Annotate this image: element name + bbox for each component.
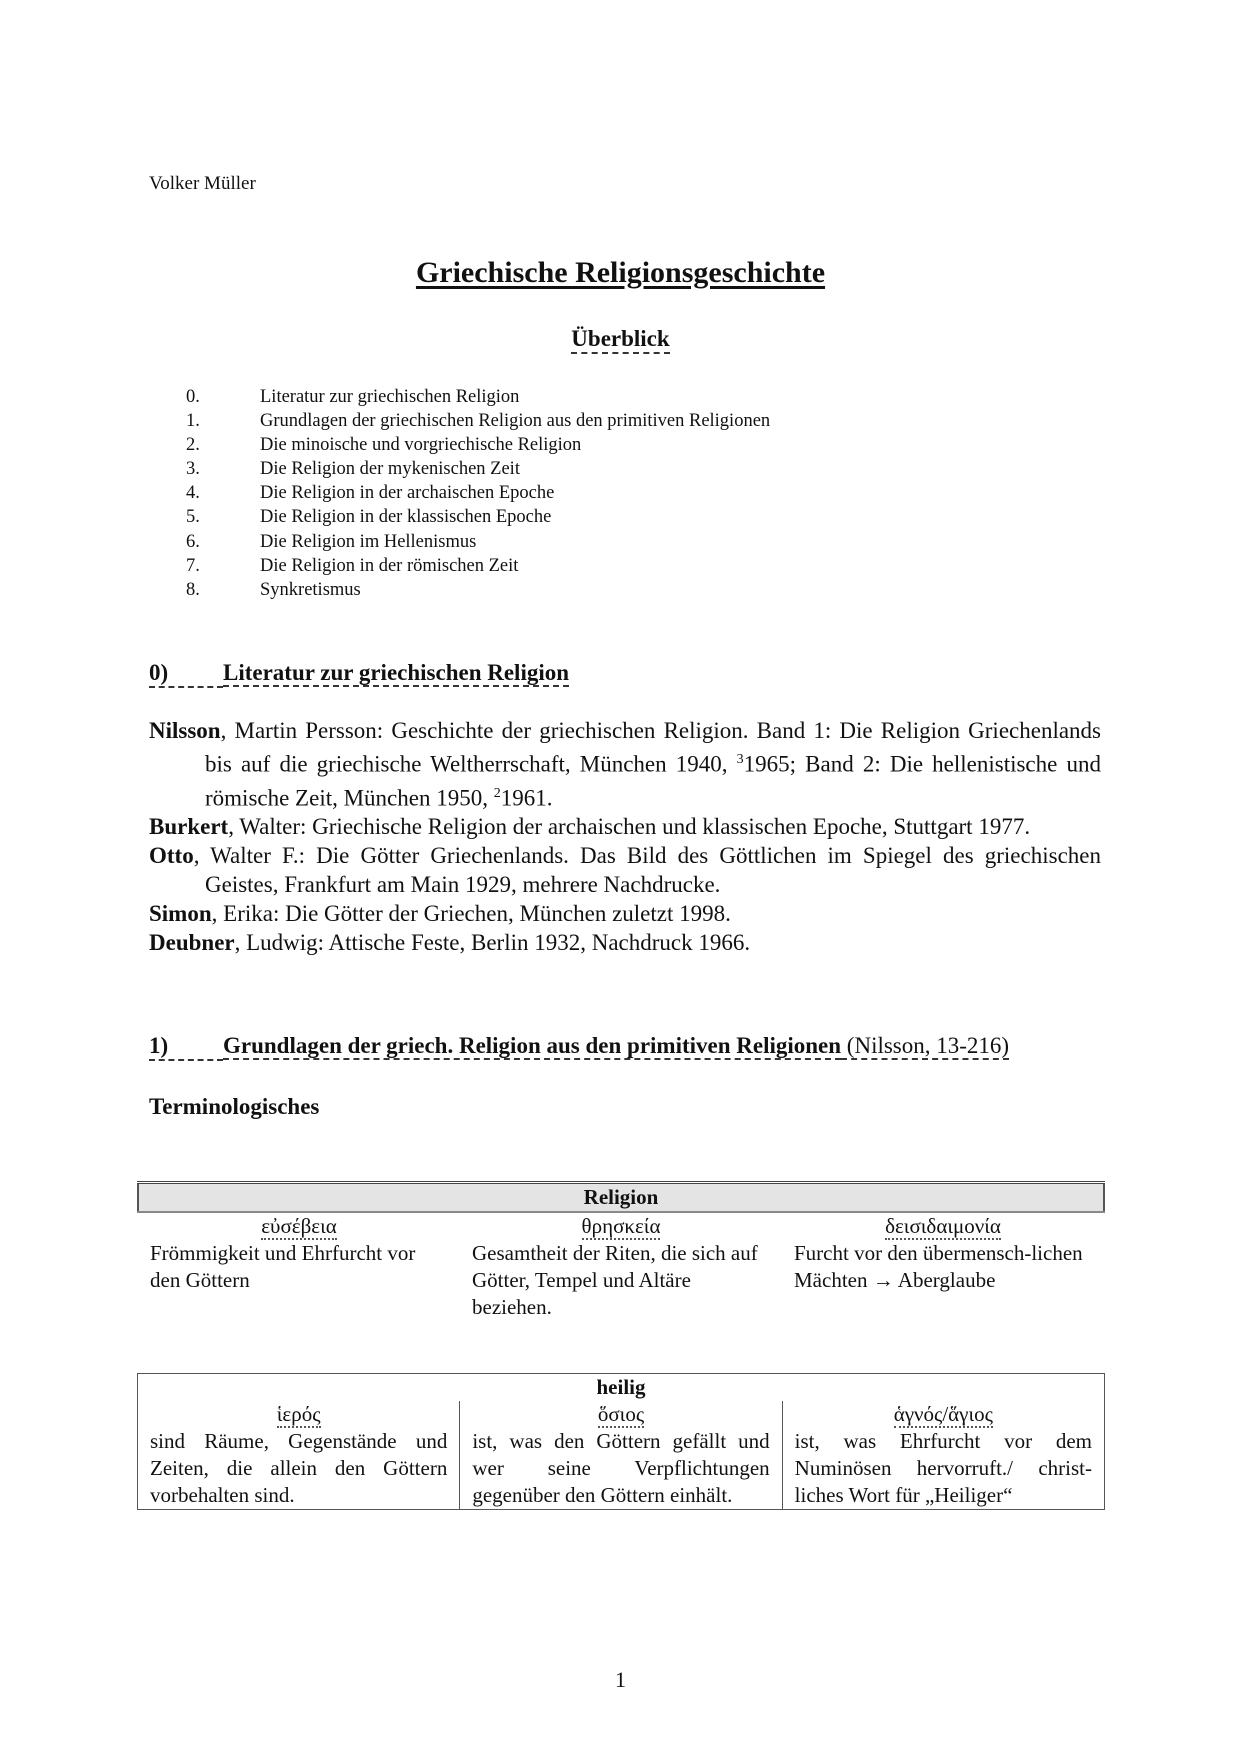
greek-term: δεισιδαιμονία [885,1214,1001,1238]
toc-item: 6. Die Religion im Hellenismus [186,531,477,552]
overview-heading [0,326,1241,352]
greek-term-cell [460,1401,782,1428]
definition-cell: Gesamtheit der Riten, die sich auf Götter, Tempel und Altäre beziehen. [472,1241,758,1319]
table-row-greek [138,1212,1104,1240]
greek-term-cell [138,1212,460,1240]
table-of-contents [186,385,770,602]
section-heading-foundations [149,1033,1009,1061]
toc-item: 4. Die Religion in der archaischen Epoche [186,483,555,504]
page-number: 1 [615,1667,626,1692]
table-header-row [138,1183,1104,1213]
author-name: Volker Müller [149,173,256,194]
bibliography [149,716,1101,957]
section-number: 1) [149,1033,223,1061]
section-title: Grundlagen der griech. Religion aus den primitiven Religionen [223,1033,842,1058]
definition-cell: Furcht vor den übermensch-lichen Mächten → Aberglaube [794,1241,1083,1292]
table-row-definition [138,1428,1105,1510]
table-header-religion: Religion [138,1183,1104,1213]
greek-term-cell [138,1401,460,1428]
holy-terms-table [137,1373,1105,1510]
bib-author: Nilsson [149,718,221,743]
bib-author: Otto [149,843,194,869]
greek-term: θρησκεία [581,1214,661,1238]
definition-cell: sind Räume, Gegenstände und Zeiten, die allein den Göttern vorbehalten sind. [150,1429,448,1507]
terminology-heading: Terminologisches [149,1094,320,1119]
greek-term: ἱερός [276,1402,321,1426]
bibliography-entry: Deubner, Ludwig: Attische Feste, Berlin 1932, Nachdruck 1966. [149,930,751,956]
greek-term-cell [782,1401,1104,1428]
overview-heading-text: Überblick [571,326,669,354]
table-header-row [138,1374,1105,1402]
toc-item: 2. Die minoische und vorgriechische Religion [186,435,582,456]
table-row-greek [138,1401,1105,1428]
bibliography-entry: Otto, Walter F.: Die Götter Griechenlands. Das Bild des Göttlichen im Spiegel des griechischen Geistes, Frankfurt am Main 1929, mehrere Nachdrucke. [149,843,1101,898]
bib-author: Simon [149,901,212,927]
bibliography-entry: Burkert, Walter: Griechische Religion der archaischen und klassischen Epoche, Stuttgart 1977. [149,814,1031,840]
section-reference: (Nilsson, 13-216) [841,1033,1009,1060]
religion-terms-table [137,1181,1105,1321]
definition-cell: Frömmigkeit und Ehrfurcht vor den Göttern [150,1241,416,1292]
greek-term: εὐσέβεια [261,1214,337,1238]
table-row-definition [138,1240,1104,1321]
definition-cell: ist, was den Göttern gefällt und wer seine Verpflichtungen gegenüber den Göttern einhält. [460,1428,782,1510]
toc-item: 1. Grundlagen der griechischen Religion aus den primitiven Religionen [186,411,771,432]
definition-cell: ist, was Ehrfurcht vor dem Numinösen hervorruft./ christ-liches Wort für „Heiliger“ [782,1428,1104,1510]
toc-item: 0. Literatur zur griechischen Religion [186,387,520,407]
section-title: Literatur zur griechischen Religion [223,660,570,685]
bibliography-entry: Nilsson, Martin Persson: Geschichte der griechischen Religion. Band 1: Die Religion Griechenlands bis auf die griechische Weltherrschaft, München 1940, $^3$1965; Band 2: Die hellenistische und römische Zeit, München 1950, $^2$1961. [149,718,1101,811]
bib-author: Deubner [149,930,235,956]
section-number: 0) [149,660,223,688]
toc-item: 7. Die Religion in der römischen Zeit [186,555,519,576]
bib-author: Burkert [149,814,229,840]
document-title: Griechische Religionsgeschichte [415,256,826,289]
greek-term-cell [460,1212,782,1240]
section-heading-literature [149,660,569,688]
toc-item: 5. Die Religion in der klassischen Epoche [186,507,552,528]
greek-term: ἁγνός/ἅγιος [893,1402,993,1426]
greek-term: ὅσιος [597,1402,645,1426]
toc-item: 3. Die Religion der mykenischen Zeit [186,459,520,480]
greek-term-cell [782,1212,1104,1240]
table-header-heilig: heilig [596,1375,646,1399]
toc-item: 8. Synkretismus [186,579,361,600]
bibliography-entry: Simon, Erika: Die Götter der Griechen, München zuletzt 1998. [149,901,731,927]
